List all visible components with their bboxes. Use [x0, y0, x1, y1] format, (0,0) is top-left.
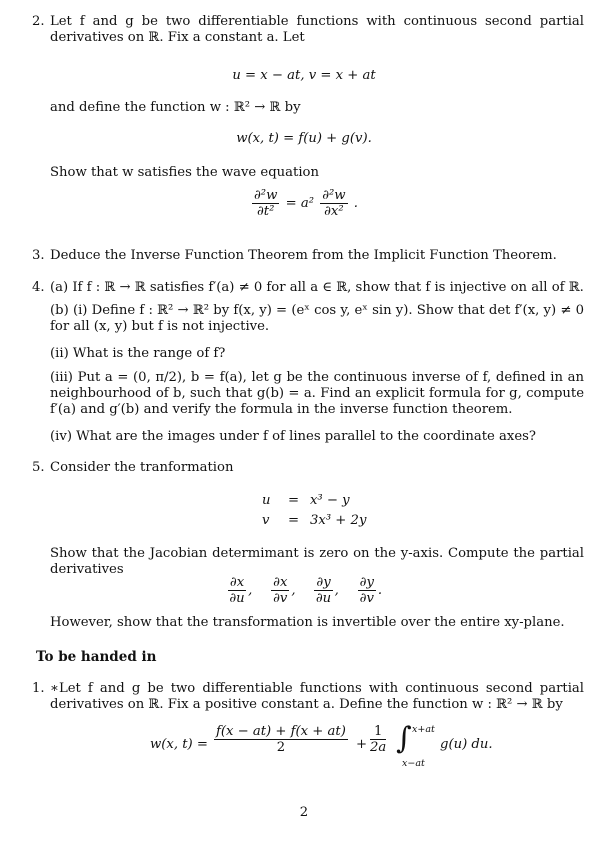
wave-rhs-fraction	[320, 188, 347, 219]
formula-main-fraction	[214, 724, 348, 755]
q2-show: Show that w satisfies the wave equation	[50, 165, 319, 180]
formula-lhs: w(x, t) =	[150, 737, 208, 752]
sys-u-lhs: u	[262, 493, 271, 508]
integral-sign: ∫	[396, 721, 412, 756]
integrand: g(u) du.	[440, 737, 493, 752]
wave-lhs-num: ∂²w	[253, 188, 278, 203]
partial-yv-den: ∂v	[359, 591, 374, 606]
q5-however: However, show that the transformation is invertible over the entire xy-plane.	[50, 615, 565, 630]
partial-yv-num: ∂y	[359, 575, 374, 590]
q2-eq-w: w(x, t) = f(u) + g(v).	[236, 131, 372, 146]
partial-yv	[358, 575, 376, 606]
page-number: 2	[299, 805, 309, 820]
comma-1: ,	[248, 583, 253, 598]
integral-upper-limit: x+at	[412, 724, 435, 735]
formula-coef-num: 1	[370, 724, 386, 740]
q5-partials	[0, 575, 608, 606]
formula-coef-fraction	[370, 724, 386, 755]
sys-v-rhs: 3x³ + 2y	[310, 513, 367, 528]
q5-intro: Consider the tranformation	[50, 460, 234, 475]
partial-xv	[271, 575, 289, 606]
q4-number: 4.	[32, 280, 45, 295]
handin-q1-text: ∗Let f and g be two differentiable functions with continuous second partial derivatives on ℝ. Fix a positive constant a. Define the function w : ℝ² → ℝ by	[50, 681, 584, 712]
wave-equals: = a²	[285, 196, 314, 211]
q4-part-b-iv: (iv) What are the images under f of lines parallel to the coordinate axes?	[50, 429, 536, 444]
partial-yu-den: ∂u	[315, 591, 332, 606]
handin-q1-formula	[150, 722, 570, 772]
integral-lower-limit: x−at	[402, 758, 425, 769]
sys-v-eq: =	[288, 513, 300, 528]
q4-part-b-iii: (iii) Put a = (0, π/2), b = f(a), let g be the continuous inverse of f, defined in an neighbourhood of b, such that g(b) = a. Find an explicit formula for g, compute f′(a) and g′(b) and verify the formula in the inverse function theorem.	[50, 370, 584, 417]
q5-jacobian: Show that the Jacobian determimant is zero on the y-axis. Compute the partial derivatives	[50, 546, 584, 577]
partial-xu	[228, 575, 246, 606]
q5-number: 5.	[32, 460, 45, 475]
q4-part-a: (a) If f : ℝ → ℝ satisfies f′(a) ≠ 0 for all a ∈ ℝ, show that f is injective on all of ℝ.	[50, 280, 584, 295]
q4-part-b-ii: (ii) What is the range of f?	[50, 346, 226, 361]
q2-eq-uv: u = x − at, v = x + at	[232, 68, 376, 83]
q2-intro: Let f and g be two differentiable functions with continuous second partial derivatives on ℝ. Fix a constant a. Let	[50, 14, 584, 45]
partial-xu-num: ∂x	[229, 575, 245, 590]
partial-xv-num: ∂x	[273, 575, 288, 590]
q2-wave-equation	[0, 188, 608, 219]
formula-coef-den: 2a	[370, 740, 387, 755]
wave-rhs-den: ∂x²	[324, 204, 344, 219]
q4-part-b-i: (b) (i) Define f : ℝ² → ℝ² by f(x, y) = (eˣ cos y, eˣ sin y). Show that det f′(x, y) ≠ 0 for all (x, y) but f is not injective.	[50, 303, 584, 334]
comma-2: ,	[291, 583, 296, 598]
q3-text: Deduce the Inverse Function Theorem from the Implicit Function Theorem.	[50, 248, 557, 263]
q3-number: 3.	[32, 248, 45, 263]
comma-3: ,	[334, 583, 339, 598]
partial-yu-num: ∂y	[316, 575, 331, 590]
partial-xv-den: ∂v	[273, 591, 288, 606]
sys-u-rhs: x³ − y	[310, 493, 350, 508]
formula-frac-den: 2	[276, 740, 286, 755]
period-end: .	[377, 583, 383, 598]
q2-number: 2.	[32, 14, 45, 29]
wave-lhs-fraction	[252, 188, 279, 219]
handin-heading: To be handed in	[36, 649, 157, 665]
formula-frac-num: f(x − at) + f(x + at)	[216, 724, 346, 739]
handin-q1-number: 1.	[32, 681, 45, 696]
q2-define-w: and define the function w : ℝ² → ℝ by	[50, 100, 301, 115]
formula-plus: +	[356, 737, 368, 752]
partial-xu-den: ∂u	[229, 591, 245, 606]
wave-end: .	[353, 196, 358, 211]
partial-yu	[314, 575, 332, 606]
wave-rhs-num: ∂²w	[322, 188, 346, 203]
sys-v-lhs: v	[262, 513, 270, 528]
wave-lhs-den: ∂t²	[256, 204, 275, 219]
sys-u-eq: =	[288, 493, 300, 508]
